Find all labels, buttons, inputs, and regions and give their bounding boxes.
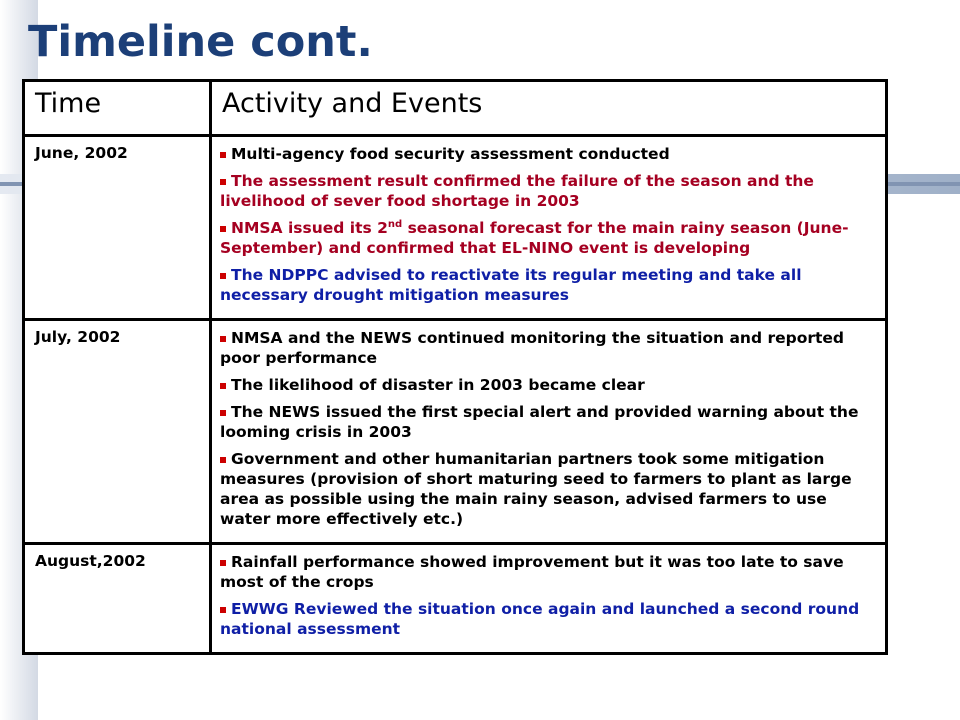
row-activities	[211, 136, 887, 320]
item-text: Rainfall performance showed improvement but it was too late to save most of the crops	[220, 553, 844, 591]
row-activities	[211, 544, 887, 654]
row-time: August,2002	[24, 544, 211, 654]
list-item	[220, 552, 877, 592]
bullet-icon	[220, 179, 226, 185]
list-item	[220, 375, 877, 395]
header-time: Time	[24, 81, 211, 136]
bullet-icon	[220, 410, 226, 416]
item-text: NMSA and the NEWS continued monitoring the situation and reported poor performance	[220, 329, 845, 367]
list-item	[220, 218, 877, 258]
item-text: The NDPPC advised to reactivate its regular meeting and take all necessary drought mitigation measures	[220, 266, 802, 304]
bullet-icon	[220, 560, 226, 566]
table-row	[24, 544, 887, 654]
list-item	[220, 144, 877, 164]
list-item	[220, 449, 877, 529]
table-row	[24, 320, 887, 544]
item-text: EWWG Reviewed the situation once again and launched a second round national assessment	[220, 600, 860, 638]
row-time: July, 2002	[24, 320, 211, 544]
row-time: June, 2002	[24, 136, 211, 320]
table-header-row	[24, 81, 887, 136]
item-text: The assessment result confirmed the failure of the season and the livelihood of sever food shortage in 2003	[220, 172, 814, 210]
timeline-table	[22, 79, 888, 655]
bullet-icon	[220, 152, 226, 158]
item-text: The NEWS issued the first special alert and provided warning about the looming crisis in 2003	[220, 403, 859, 441]
header-activity: Activity and Events	[211, 81, 887, 136]
item-text: Government and other humanitarian partners took some mitigation measures (provision of short maturing seed to farmers to plant as large area as possible using the main rainy season, advised farmers to use water more effectively etc.)	[220, 450, 852, 528]
bullet-icon	[220, 383, 226, 389]
list-item	[220, 265, 877, 305]
bullet-icon	[220, 226, 226, 232]
item-superscript: nd	[387, 218, 403, 230]
item-text: NMSA issued its 2	[231, 219, 388, 237]
list-item	[220, 402, 877, 442]
item-text: seasonal forecast for the main rainy season (June-September) and confirmed that EL-NINO event is developing	[220, 219, 849, 257]
slide-title: Timeline cont.	[28, 17, 373, 67]
list-item	[220, 599, 877, 639]
bullet-icon	[220, 607, 226, 613]
row-activities	[211, 320, 887, 544]
table-row	[24, 136, 887, 320]
list-item	[220, 328, 877, 368]
bullet-icon	[220, 336, 226, 342]
item-text: The likelihood of disaster in 2003 became clear	[231, 376, 645, 394]
bullet-icon	[220, 273, 226, 279]
list-item	[220, 171, 877, 211]
bullet-icon	[220, 457, 226, 463]
item-text: Multi-agency food security assessment conducted	[231, 145, 670, 163]
